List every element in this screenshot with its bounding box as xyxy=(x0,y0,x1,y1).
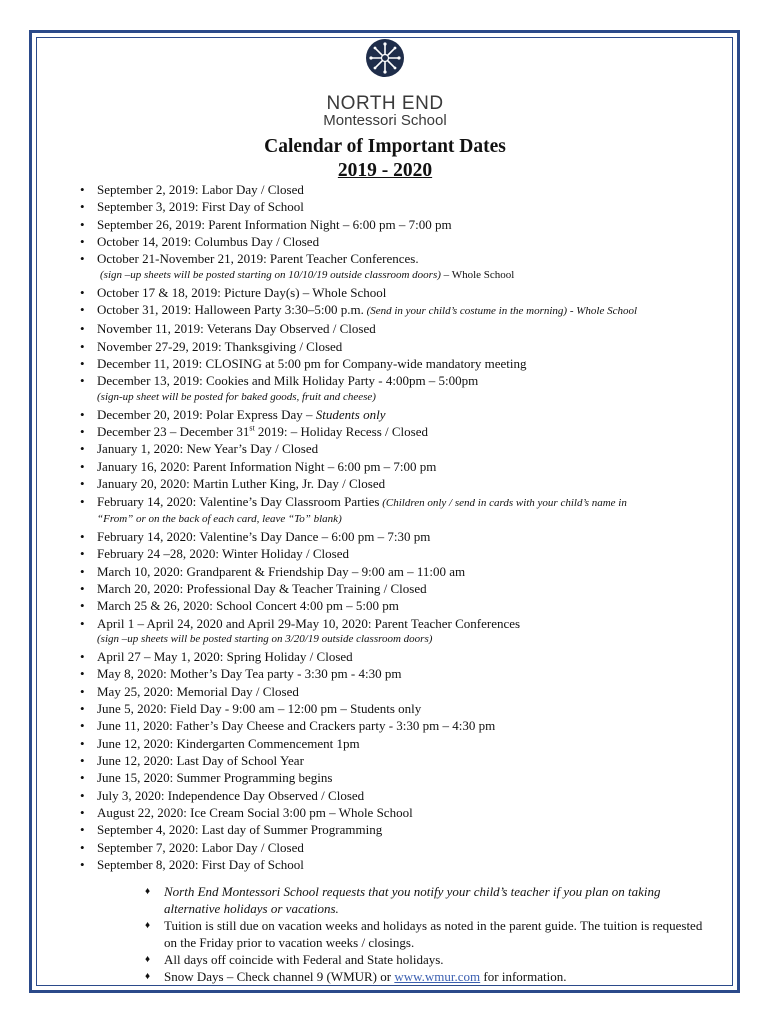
event-item: • July 3, 2020: Independence Day Observed / Closed xyxy=(78,787,708,804)
event-item: • January 16, 2020: Parent Information Night – 6:00 pm – 7:00 pm xyxy=(78,458,708,475)
school-subname: Montessori School xyxy=(323,112,447,129)
event-item: • January 20, 2020: Martin Luther King, Jr. Day / Closed xyxy=(78,475,708,492)
snowflake-emblem-icon xyxy=(365,38,405,78)
school-logo xyxy=(0,38,770,78)
event-item: • June 15, 2020: Summer Programming begins xyxy=(78,769,708,786)
wmur-link[interactable]: www.wmur.com xyxy=(394,969,481,984)
note-item: ♦ All days off coincide with Federal and State holidays. xyxy=(145,951,705,968)
event-item: • February 14, 2020: Valentine’s Day Dance – 6:00 pm – 7:30 pm xyxy=(78,528,708,545)
event-item: • September 4, 2020: Last day of Summer Programming xyxy=(78,821,708,838)
event-item: • June 12, 2020: Kindergarten Commencement 1pm xyxy=(78,735,708,752)
event-item: • September 8, 2020: First Day of School xyxy=(78,856,708,873)
event-note: (sign –up sheets will be posted starting on 3/20/19 outside classroom doors) xyxy=(97,632,433,645)
event-note: “From” or on the back of each card, leave “To” blank) xyxy=(97,512,342,525)
event-item: • May 8, 2020: Mother’s Day Tea party - 3:30 pm - 4:30 pm xyxy=(78,665,708,682)
event-item: • December 13, 2019: Cookies and Milk Holiday Party - 4:00pm – 5:00pm (sign-up sheet will be posted for baked goods, fruit and cheese) xyxy=(78,372,708,405)
event-item: • January 1, 2020: New Year’s Day / Closed xyxy=(78,440,708,457)
event-note: (sign –up sheets will be posted starting on 10/10/19 outside classroom doors) – Whole School xyxy=(100,268,515,281)
event-item: • March 25 & 26, 2020: School Concert 4:00 pm – 5:00 pm xyxy=(78,597,708,614)
event-item: • February 24 –28, 2020: Winter Holiday / Closed xyxy=(78,545,708,562)
event-item: • May 25, 2020: Memorial Day / Closed xyxy=(78,683,708,700)
event-item: • February 14, 2020: Valentine’s Day Classroom Parties (Children only / send in cards with your child’s name in “From” or on the back of each card, leave “To” blank) xyxy=(78,493,708,528)
event-item: • October 31, 2019: Halloween Party 3:30–5:00 p.m. (Send in your child’s costume in the morning) - Whole School xyxy=(78,301,708,320)
event-item: • December 11, 2019: CLOSING at 5:00 pm for Company-wide mandatory meeting xyxy=(78,355,708,372)
event-item: • November 27-29, 2019: Thanksgiving / Closed xyxy=(78,338,708,355)
event-item: • March 20, 2020: Professional Day & Teacher Training / Closed xyxy=(78,580,708,597)
event-item: • December 23 – December 31st 2019: – Holiday Recess / Closed xyxy=(78,423,708,440)
event-item: • October 17 & 18, 2019: Picture Day(s) – Whole School xyxy=(78,284,708,301)
event-item: • June 12, 2020: Last Day of School Year xyxy=(78,752,708,769)
event-item: • August 22, 2020: Ice Cream Social 3:00 pm – Whole School xyxy=(78,804,708,821)
event-item: • September 26, 2019: Parent Information Night – 6:00 pm – 7:00 pm xyxy=(78,216,708,233)
event-item: • June 11, 2020: Father’s Day Cheese and Crackers party - 3:30 pm – 4:30 pm xyxy=(78,717,708,734)
event-item: • March 10, 2020: Grandparent & Friendship Day – 9:00 am – 11:00 am xyxy=(78,563,708,580)
school-name: NORTH END xyxy=(326,93,444,114)
note-item: ♦ Tuition is still due on vacation weeks and holidays as noted in the parent guide. The tuition is requested on the Friday prior to vacation weeks / closings. xyxy=(145,917,705,951)
note-item: ♦ North End Montessori School requests that you notify your child’s teacher if you plan on taking alternative holidays or vacations. xyxy=(145,883,705,917)
event-item: • December 20, 2019: Polar Express Day – Students only xyxy=(78,406,708,423)
event-item: • September 3, 2019: First Day of School xyxy=(78,198,708,215)
policy-notes xyxy=(145,883,705,985)
page-title: Calendar of Important Dates xyxy=(264,136,506,157)
event-item: • June 5, 2020: Field Day - 9:00 am – 12:00 pm – Students only xyxy=(78,700,708,717)
event-item: • September 2, 2019: Labor Day / Closed xyxy=(78,181,708,198)
event-item: • September 7, 2020: Labor Day / Closed xyxy=(78,839,708,856)
event-item: • October 14, 2019: Columbus Day / Closed xyxy=(78,233,708,250)
note-item: ♦ Snow Days – Check channel 9 (WMUR) or www.wmur.com for information. xyxy=(145,968,705,985)
event-item: • November 11, 2019: Veterans Day Observed / Closed xyxy=(78,320,708,337)
events-list xyxy=(78,181,708,873)
school-year: 2019 - 2020 xyxy=(337,160,433,181)
event-note: (sign-up sheet will be posted for baked goods, fruit and cheese) xyxy=(97,390,376,403)
event-item: • October 21-November 21, 2019: Parent Teacher Conferences. (sign –up sheets will be posted starting on 10/10/19 outside classroom doors) – Whole School xyxy=(78,250,708,283)
event-item: • April 27 – May 1, 2020: Spring Holiday / Closed xyxy=(78,648,708,665)
event-item: • April 1 – April 24, 2020 and April 29-May 10, 2020: Parent Teacher Conferences (sign –up sheets will be posted starting on 3/20/19 outside classroom doors) xyxy=(78,615,708,648)
